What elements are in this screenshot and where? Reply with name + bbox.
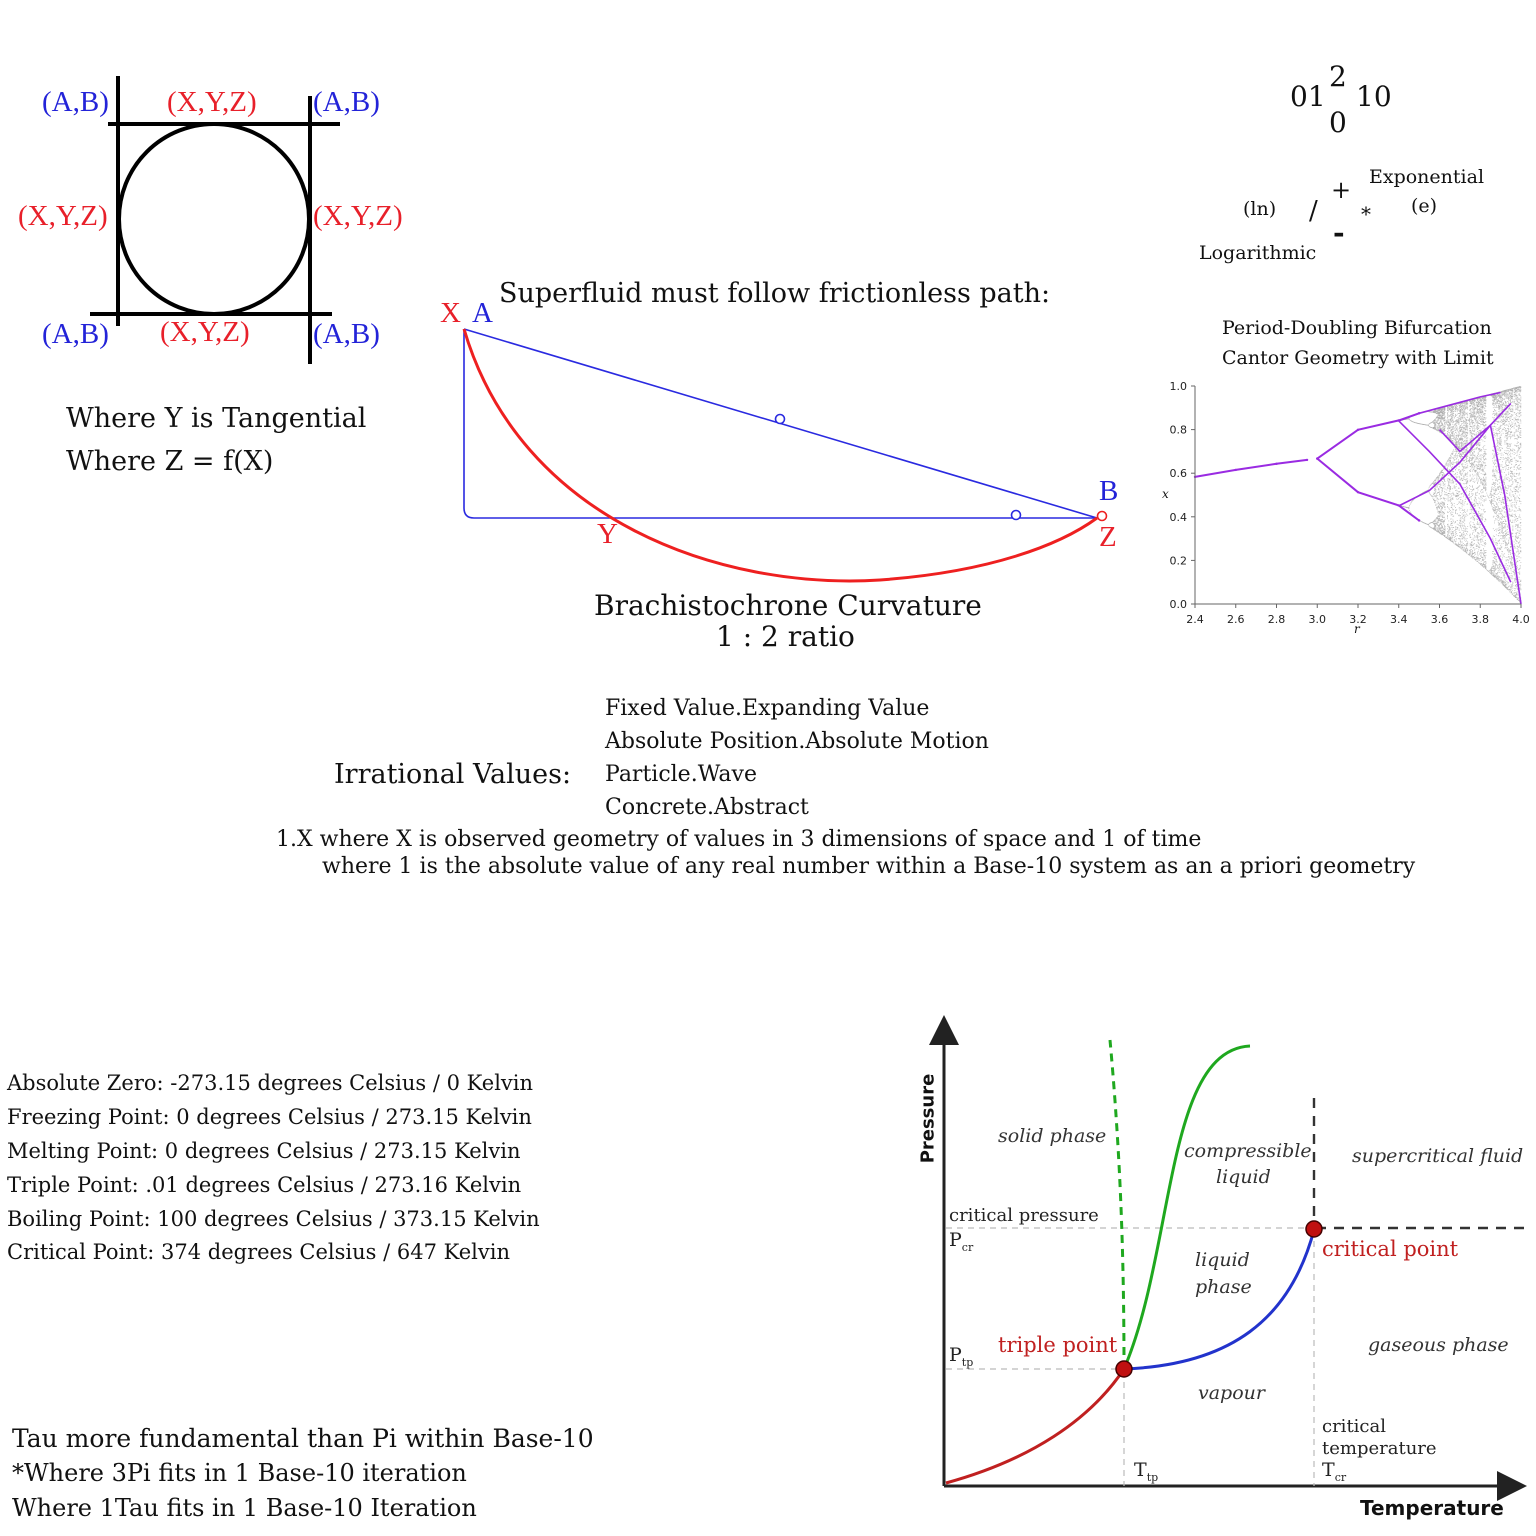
bifurcation-xlabel: r bbox=[1354, 622, 1360, 636]
corner-label-tl: (A,B) bbox=[42, 86, 109, 118]
mid-label-left: (X,Y,Z) bbox=[18, 200, 108, 232]
pcr-label bbox=[949, 1229, 973, 1254]
tcr-label bbox=[1322, 1459, 1346, 1484]
bif-x-tick-label: 3.8 bbox=[1471, 613, 1489, 626]
label-z: Z bbox=[1099, 521, 1117, 553]
bif-x-tick-label: 2.8 bbox=[1267, 613, 1286, 626]
corner-label-bl: (A,B) bbox=[42, 318, 109, 350]
ratio-caption: 1 : 2 ratio bbox=[716, 620, 855, 653]
solid-phase-label: solid phase bbox=[998, 1125, 1107, 1147]
critical-point-dot bbox=[1306, 1221, 1322, 1237]
pressure-axis-label: Pressure bbox=[917, 1073, 939, 1164]
mid-label-bottom: (X,Y,Z) bbox=[160, 316, 250, 348]
temperature-text: Freezing Point: 0 degrees Celsius / 273.15 bbox=[7, 1105, 459, 1129]
sublimation-curve bbox=[946, 1369, 1124, 1483]
pcr-subscript: cr bbox=[961, 1240, 974, 1254]
phase-label: phase bbox=[1195, 1276, 1252, 1298]
critical-pressure-label: critical pressure bbox=[949, 1205, 1099, 1226]
bif-x-tick-label: 4.0 bbox=[1512, 613, 1530, 626]
temperature-unit: Kelvin bbox=[454, 1139, 521, 1163]
supercritical-label: supercritical fluid bbox=[1352, 1145, 1524, 1167]
temperature-axis-label: Temperature bbox=[1360, 1496, 1504, 1520]
bifurcation-title-2: Cantor Geometry with Limit bbox=[1222, 347, 1494, 369]
bif-x-tick-label: 3.2 bbox=[1349, 613, 1367, 626]
bif-x-tick-label: 3.0 bbox=[1308, 613, 1326, 626]
ln-label: (ln) bbox=[1243, 198, 1277, 220]
number-bottom: 0 bbox=[1329, 106, 1347, 139]
definition-line-1: 1.X where X is observed geometry of values in 3 dimensions of space and 1 of time bbox=[276, 827, 1202, 852]
bif-y-tick-label: 0.0 bbox=[1169, 598, 1187, 611]
ptp-subscript: tp bbox=[961, 1355, 974, 1369]
label-a: A bbox=[472, 297, 493, 329]
function-caption: Where Z = f(X) bbox=[66, 446, 274, 477]
tcr-symbol: T bbox=[1322, 1459, 1335, 1481]
triple-point-dot bbox=[1116, 1361, 1132, 1377]
star-sign: * bbox=[1361, 202, 1371, 226]
bif-y-tick-label: 0.6 bbox=[1169, 467, 1187, 481]
bifurcation-ylabel: x bbox=[1162, 487, 1169, 501]
irrational-label: Irrational Values: bbox=[334, 759, 572, 790]
brachistochrone-heading: Superfluid must follow frictionless path: bbox=[499, 278, 1051, 309]
corner-label-tr: (A,B) bbox=[313, 86, 380, 118]
slash-sign: / bbox=[1309, 196, 1318, 226]
mid-label-top: (X,Y,Z) bbox=[167, 86, 257, 118]
temperature-unit: Kelvin bbox=[465, 1105, 532, 1129]
temperature-unit: Kelvin bbox=[466, 1071, 534, 1095]
gaseous-phase-label: gaseous phase bbox=[1368, 1334, 1509, 1356]
temperature-text: Critical Point: 374 degrees Celsius / 647 bbox=[7, 1240, 437, 1264]
irrational-item: Absolute Position.Absolute Motion bbox=[605, 729, 989, 754]
exponential-label: Exponential bbox=[1369, 166, 1485, 188]
compressible-label: compressible bbox=[1184, 1140, 1312, 1162]
temperature-unit: Kelvin bbox=[473, 1207, 540, 1231]
number-left: 01 bbox=[1290, 80, 1326, 113]
bif-y-tick-label: 0.4 bbox=[1169, 510, 1187, 524]
tau-line-2: *Where 3Pi fits in 1 Base-10 iteration bbox=[12, 1459, 467, 1487]
temperature-text: Melting Point: 0 degrees Celsius / 273.15 bbox=[7, 1139, 448, 1163]
brachistochrone-caption: Brachistochrone Curvature bbox=[594, 589, 982, 622]
number-top: 2 bbox=[1329, 60, 1347, 93]
bif-y-tick-label: 1.0 bbox=[1169, 380, 1187, 393]
temperature-text: Triple Point: .01 degrees Celsius / 273.16 bbox=[7, 1173, 449, 1197]
ttp-symbol: T bbox=[1134, 1459, 1147, 1481]
bif-x-tick-label: 3.6 bbox=[1430, 613, 1449, 626]
ttp-subscript: tp bbox=[1146, 1470, 1159, 1484]
bif-y-tick-label: 0.2 bbox=[1169, 554, 1187, 568]
ptp-label bbox=[949, 1344, 973, 1369]
tcr-subscript: cr bbox=[1334, 1470, 1347, 1484]
temperature-unit: Kelvin bbox=[454, 1173, 522, 1197]
vapour-label: vapour bbox=[1198, 1382, 1265, 1404]
critical-temperature-label-2: temperature bbox=[1322, 1438, 1437, 1459]
label-y: Y bbox=[597, 518, 618, 550]
bif-x-tick-label: 3.4 bbox=[1390, 613, 1408, 626]
bifurcation-title-1: Period-Doubling Bifurcation bbox=[1222, 317, 1492, 339]
logarithmic-label: Logarithmic bbox=[1199, 242, 1317, 264]
label-b: B bbox=[1099, 475, 1119, 507]
temperature-text: Absolute Zero: -273.15 degrees Celsius / 0 bbox=[7, 1071, 460, 1095]
tau-line-1: Tau more fundamental than Pi within Base-10 bbox=[12, 1424, 594, 1453]
temperature-unit: Kelvin bbox=[443, 1240, 510, 1264]
critical-temperature-label: critical bbox=[1322, 1416, 1387, 1437]
critical-point-label: critical point bbox=[1322, 1237, 1459, 1261]
ttp-label bbox=[1134, 1459, 1158, 1484]
definition-line-2: where 1 is the absolute value of any real number within a Base-10 system as an a priori geometry bbox=[322, 854, 1416, 879]
irrational-item: Concrete.Abstract bbox=[605, 795, 809, 820]
e-label: (e) bbox=[1411, 195, 1438, 217]
label-x: X bbox=[440, 297, 461, 329]
bif-x-tick-label: 2.6 bbox=[1227, 613, 1245, 626]
irrational-item: Particle.Wave bbox=[605, 762, 757, 787]
pcr-symbol: P bbox=[949, 1229, 962, 1251]
corner-label-br: (A,B) bbox=[313, 318, 380, 350]
minus-sign: - bbox=[1333, 216, 1345, 249]
tau-line-3: Where 1Tau fits in 1 Base-10 Iteration bbox=[12, 1494, 477, 1522]
tangential-caption: Where Y is Tangential bbox=[66, 403, 367, 434]
number-right: 10 bbox=[1356, 80, 1392, 113]
bif-x-tick-label: 2.4 bbox=[1186, 613, 1204, 626]
liquid-label: liquid bbox=[1195, 1249, 1250, 1271]
irrational-item: Fixed Value.Expanding Value bbox=[605, 696, 930, 721]
plus-sign: + bbox=[1331, 176, 1352, 204]
temperature-text: Boiling Point: 100 degrees Celsius / 373.15 bbox=[7, 1207, 467, 1231]
melting-curve-dashed bbox=[1110, 1040, 1124, 1369]
compressible-liquid-label: liquid bbox=[1216, 1166, 1271, 1188]
melting-curve bbox=[1124, 1046, 1250, 1369]
ptp-symbol: P bbox=[949, 1344, 962, 1366]
triple-point-label: triple point bbox=[998, 1333, 1118, 1357]
mid-label-right: (X,Y,Z) bbox=[313, 200, 403, 232]
bif-y-tick-label: 0.8 bbox=[1169, 423, 1187, 437]
